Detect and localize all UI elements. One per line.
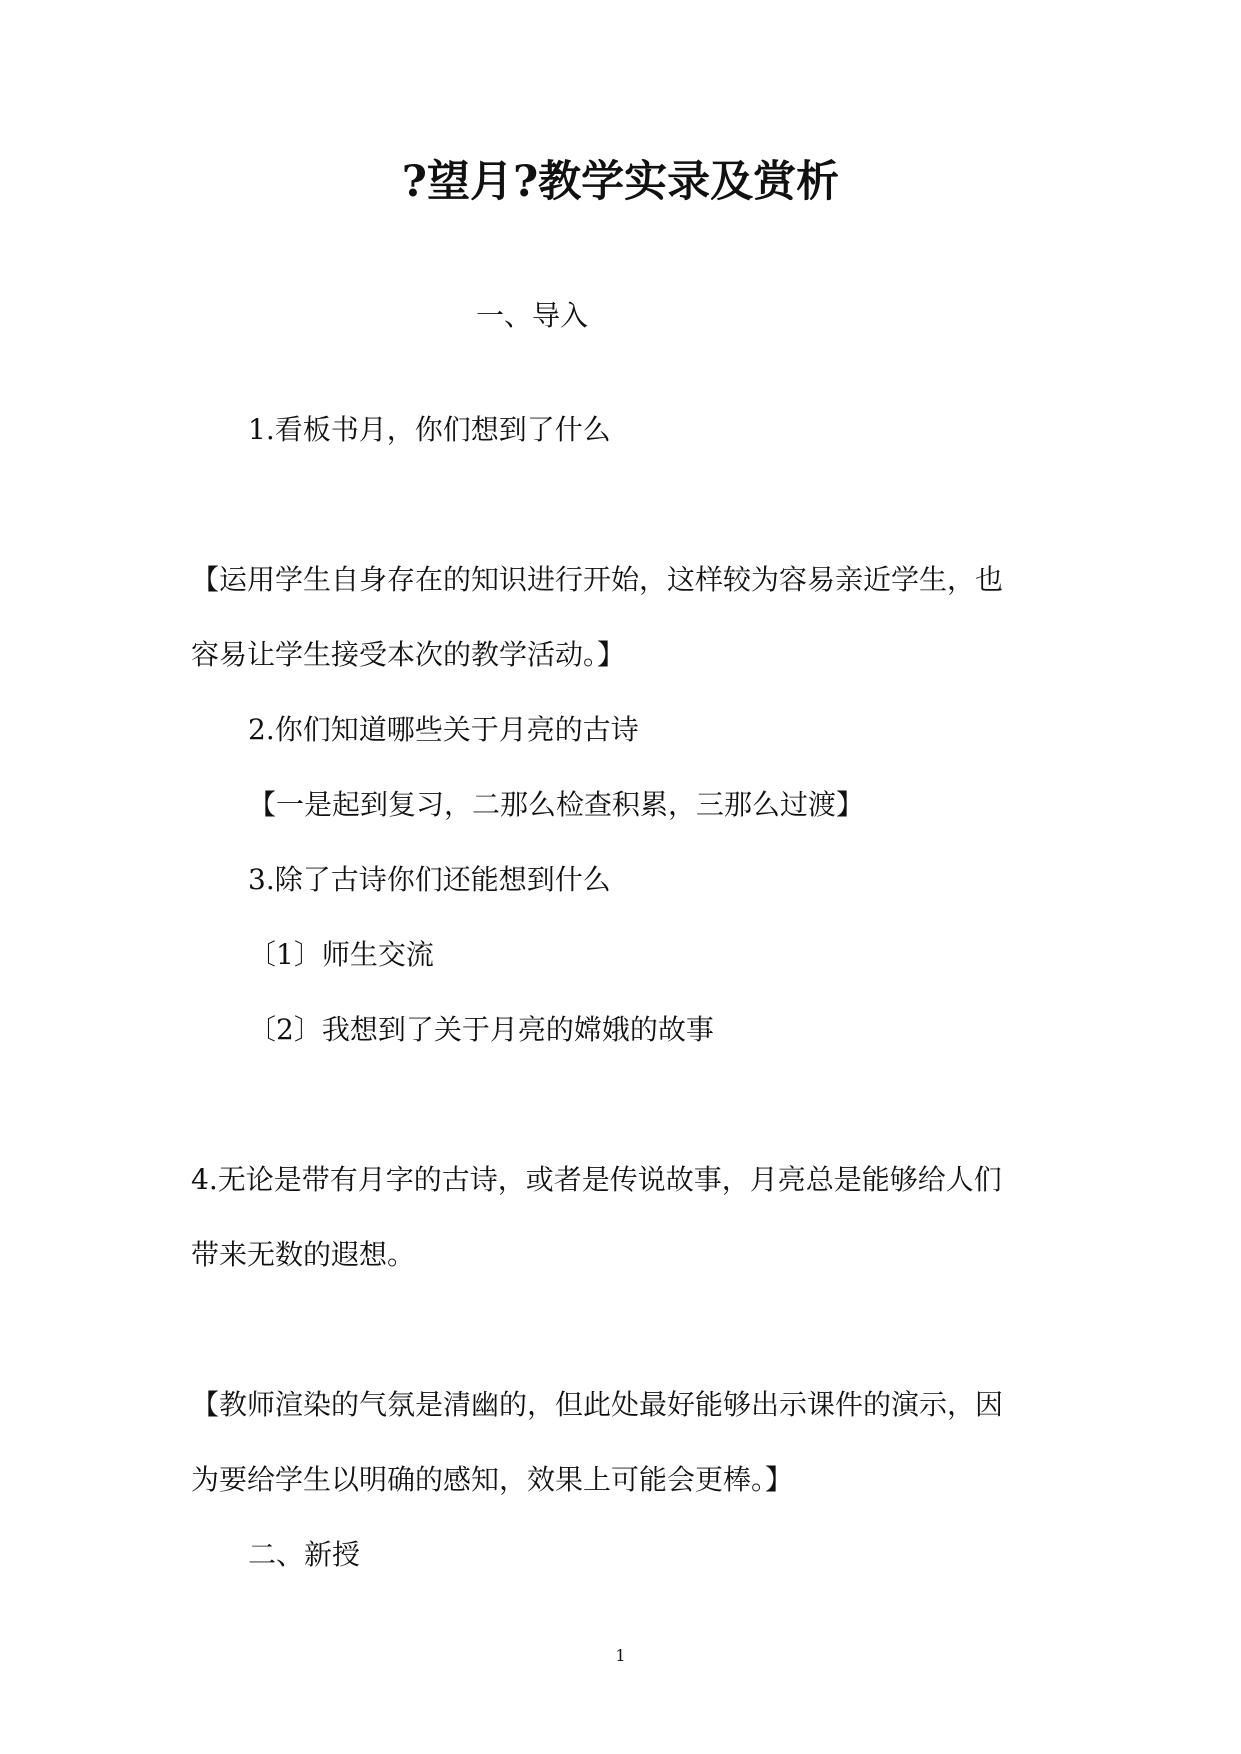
- paragraph-note-3-line-1: 【教师渲染的气氛是清幽的，但此处最好能够出示课件的演示，因: [191, 1388, 1004, 1421]
- paragraph-item-4-line-1: 4.无论是带有月字的古诗，或者是传说故事，月亮总是能够给人们: [191, 1163, 1002, 1196]
- paragraph-note-1-line-1: 【运用学生自身存在的知识进行开始，这样较为容易亲近学生，也: [191, 563, 1004, 596]
- paragraph-note-3-line-2: 为要给学生以明确的感知，效果上可能会更棒。】: [191, 1463, 794, 1496]
- page-number: 1: [615, 1646, 626, 1665]
- paragraph-item-1: 1.看板书月，你们想到了什么: [248, 413, 611, 446]
- paragraph-item-3: 3.除了古诗你们还能想到什么: [248, 863, 611, 896]
- paragraph-item-4-line-2: 带来无数的遐想。: [191, 1238, 416, 1271]
- paragraph-subitem-2: 〔2〕我想到了关于月亮的嫦娥的故事: [248, 1013, 714, 1046]
- page-title: ?望月?教学实录及赏析: [401, 157, 840, 207]
- heading-intro: 一、导入: [476, 299, 589, 332]
- paragraph-subitem-1: 〔1〕师生交流: [248, 938, 434, 971]
- paragraph-item-2: 2.你们知道哪些关于月亮的古诗: [248, 713, 639, 746]
- paragraph-note-1-line-2: 容易让学生接受本次的教学活动。】: [191, 638, 626, 671]
- paragraph-note-2: 【一是起到复习，二那么检查积累，三那么过渡】: [248, 788, 865, 821]
- heading-new-lesson: 二、新授: [248, 1538, 361, 1571]
